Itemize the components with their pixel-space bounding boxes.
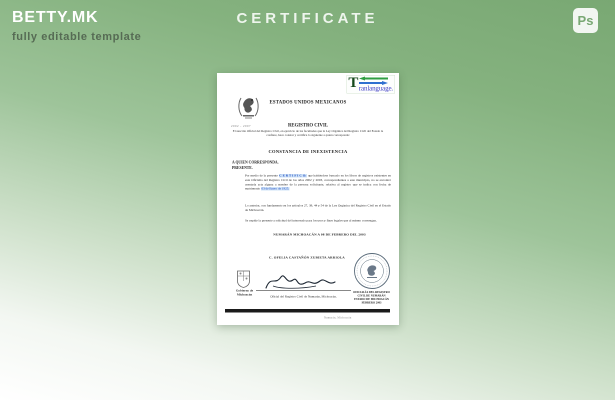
body-paragraph-3: Se expide la presente a solicitud del interesado para los usos y fines legales que al mismo convengan. xyxy=(245,219,377,223)
signature-scribble xyxy=(256,271,351,291)
salutation-presente: PRESENTE. xyxy=(232,165,253,170)
seal-caption xyxy=(350,291,393,305)
paragraph1-continued: que habiéndose buscado en los libros de registros existentes en esta Oficialía del Registro Civil de los años 2002 y 2003, correspondientes a este municipio, no se encontró asentada acta alguna a nombre de la persona solicitante, relativa al registro que se indica con fecha de matrimonio xyxy=(245,174,391,191)
heading-country: ESTADOS UNIDOS MEXICANOS xyxy=(269,100,347,105)
government-caption-line1: Gobierno de xyxy=(235,289,254,293)
paragraph1-text: Por medio de la presente xyxy=(245,174,279,178)
body-paragraph-1 xyxy=(245,174,391,192)
signer-title: Oficial del Registro Civil de Numarán, Michoacán. xyxy=(270,295,337,299)
brand-logo: BETTY.MK xyxy=(12,9,99,26)
body-paragraph-2: Lo anterior, con fundamento en los artículos 27, 39, 44 y 54 de la Ley Orgánica del Registro Civil en el Estado de Michoacán. xyxy=(245,204,391,212)
footer-fineprint: Numarán, Michoacán xyxy=(324,316,352,320)
government-caption-line2: Michoacán xyxy=(236,293,253,297)
signature-line xyxy=(256,271,351,291)
government-caption xyxy=(223,289,266,297)
heading-registro-civil: REGISTRO CIVIL xyxy=(288,123,328,128)
certificate-document xyxy=(217,73,399,325)
office-note: El suscrito Oficial del Registro Civil, en ejercicio de las facultades que la Ley Orgánica del Registro Civil del Estado le confiere, hace constar y certifica lo siguiente a quien corresponda: xyxy=(232,129,384,138)
certificate-content xyxy=(217,73,399,325)
certifico-highlight: C E R T I F I C O: xyxy=(279,174,307,178)
tranlanguage-logo-text: ranlanguage. xyxy=(358,85,393,93)
footer-bar xyxy=(225,309,390,313)
seal-caption-line: ESTADO DE MICHOACÁN xyxy=(354,297,389,301)
official-seal-icon xyxy=(353,252,391,293)
seal-caption-line: FEBRERO 2003 xyxy=(361,301,382,305)
signer-name: C. OFELIA CASTAÑÓN ZUBIETA ARRIOLA xyxy=(269,256,345,260)
dateline: NUMARÁN MICHOACÁN A 08 DE FEBRERO DEL 2003 xyxy=(273,233,366,237)
tranlanguage-logo-t: T xyxy=(348,74,359,91)
seal-caption-line: CIVIL DE NUMARÁN xyxy=(357,294,386,298)
photoshop-badge-label: Ps xyxy=(577,13,594,28)
national-eagle-emblem-icon xyxy=(237,93,260,124)
photoshop-badge xyxy=(573,8,598,33)
seal-caption-line: OFICIALÍA DEL REGISTRO xyxy=(353,291,390,294)
tranlanguage-logo xyxy=(346,75,395,94)
salutation-line: A QUIEN CORRESPONDA. xyxy=(232,160,279,165)
date-highlight: 03 de Enero de 1925. xyxy=(261,187,290,191)
signature-block xyxy=(256,271,351,291)
page-title: CERTIFICATE xyxy=(236,10,379,27)
emblem-caption: 2002 - 2007 xyxy=(231,125,251,128)
document-title: CONSTANCIA DE INEXISTENCIA xyxy=(268,149,348,154)
brand-tagline: fully editable template xyxy=(12,31,142,43)
